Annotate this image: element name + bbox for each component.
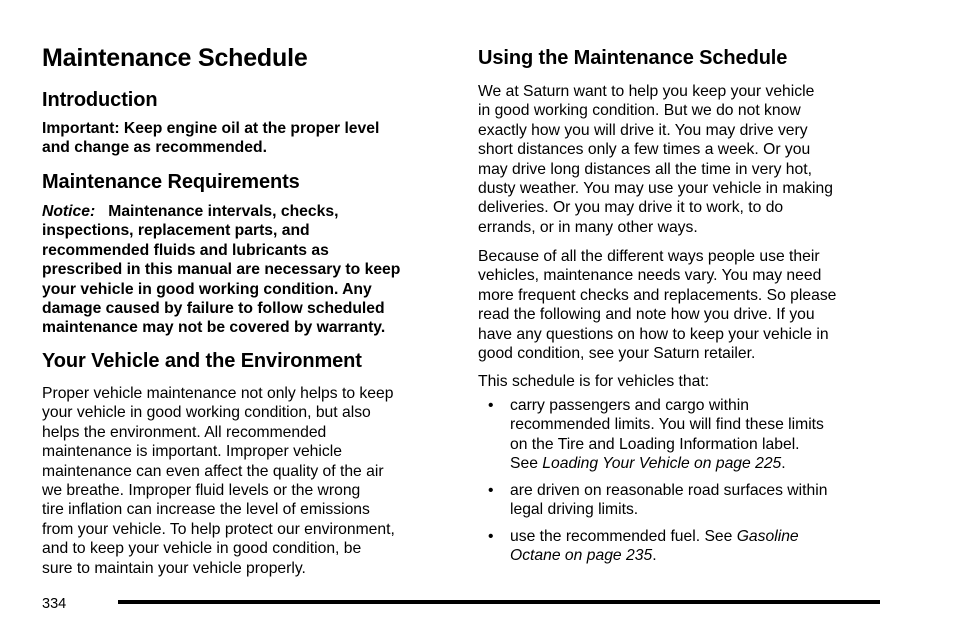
environment-heading: Your Vehicle and the Environment — [42, 350, 362, 372]
bullet-icon: • — [488, 482, 494, 499]
environment-text: Proper vehicle maintenance not only helps to keep your vehicle in good working condition, but also helps the environment. All recommended maintenance is important. Improper vehicle maintenance can even affect the quality of the air we breathe. Improper fluid levels or the wrong tire inflation can increase the level of emissions from your vehicle. To help protect our environment, and to keep your vehicle in good condition, be sure to maintain your vehicle properly. — [42, 385, 395, 577]
bullet-text-body: carry passengers and cargo within recommended limits. You will find these limits on the Tire and Loading Information label. See — [510, 397, 824, 473]
page-number: 334 — [42, 596, 67, 612]
introduction-heading: Introduction — [42, 89, 158, 111]
bullet-item — [478, 527, 888, 567]
maintenance-requirements-heading: Maintenance Requirements — [42, 171, 300, 193]
introduction-text: Important: Keep engine oil at the proper level and change as recommended. — [42, 120, 380, 157]
bullet-text-body: are driven on reasonable road surfaces within legal driving limits. — [510, 482, 828, 519]
bullet-text — [510, 527, 890, 566]
using-paragraph-2: Because of all the different ways people use their vehicles, maintenance needs vary. You may need more frequent checks and replacements. So please read the following and note how you drive. If you have any questions on how to keep your vehicle in good condition, see your Saturn retailer. — [478, 248, 837, 363]
notice-label: Notice: — [42, 203, 96, 220]
notice-paragraph — [42, 202, 462, 338]
cross-reference: Gasoline Octane on page 235 — [510, 528, 799, 565]
cross-reference: Loading Your Vehicle on page 225 — [542, 455, 782, 473]
using-paragraph-1: We at Saturn want to help you keep your vehicle in good working condition. But we do not know exactly how you will drive it. You may drive very short distances only a few times a week. Or you may drive long distances all the time in very hot, dusty weather. You may use your vehicle in making deliveries. Or you may drive it to work, to do errands, or in many other ways. — [478, 83, 833, 236]
notice-rest: inspections, replacement parts, and recommended fluids and lubricants as prescribed in this manual are necessary to keep your vehicle in good working condition. Any damage caused by failure to follow scheduled maintenance may not be covered by warranty. — [42, 222, 401, 337]
bullet-text — [510, 481, 890, 520]
page-title: Maintenance Schedule — [42, 44, 308, 72]
bullet-text-end: . — [652, 547, 657, 565]
footer-rule — [118, 600, 880, 604]
notice-first-line: Maintenance intervals, checks, — [108, 203, 339, 220]
using-schedule-heading: Using the Maintenance Schedule — [478, 47, 788, 69]
bullet-text — [510, 396, 890, 474]
bullet-item — [478, 396, 888, 476]
bullet-text-body: use the recommended fuel. See — [510, 528, 737, 545]
bullet-item — [478, 481, 888, 521]
using-paragraph-3: This schedule is for vehicles that: — [478, 373, 710, 390]
bullet-icon: • — [488, 397, 494, 414]
bullet-icon: • — [488, 528, 494, 545]
bullet-text-end: . — [781, 455, 786, 473]
